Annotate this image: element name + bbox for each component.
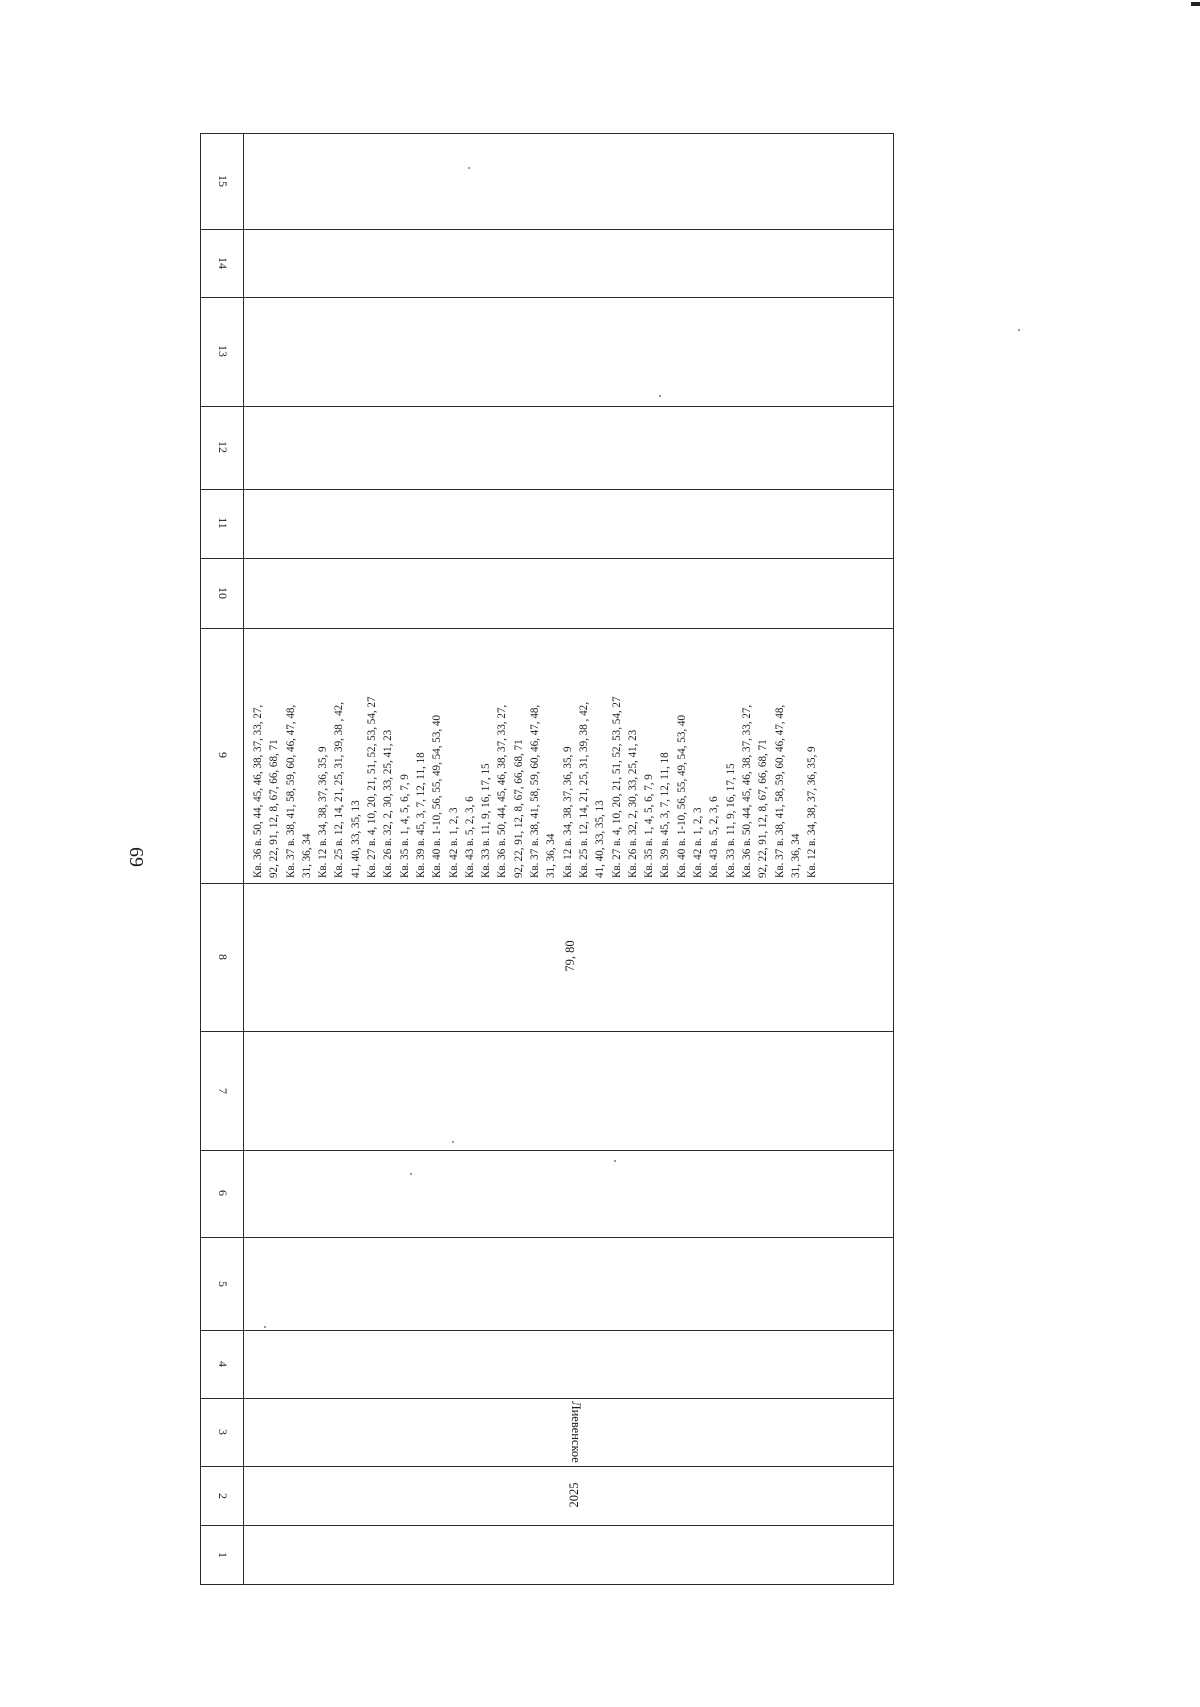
schedule-line: Кв. 12 в. 34, 38, 37, 36, 35, 9 xyxy=(806,746,819,878)
scan-speck xyxy=(1018,329,1020,331)
column-header-2: 2 xyxy=(216,1493,230,1499)
scan-speck xyxy=(410,1173,412,1175)
scan-speck xyxy=(659,395,661,397)
schedule-line: Кв. 27 в. 4, 10, 20, 21, 51, 52, 53, 54, 27 xyxy=(610,696,623,878)
schedule-line: Кв. 43 в. 5, 2, 3, 6 xyxy=(708,796,721,878)
schedule-line: Кв. 37 в. 38, 41, 58, 59, 60, 46, 47, 48, xyxy=(529,704,542,878)
col-sep-3-2 xyxy=(200,1466,894,1467)
schedule-line: Кв. 26 в. 32, 2, 30, 33, 25, 41, 23 xyxy=(626,729,639,878)
schedule-line: Кв. 33 в. 11, 9, 16, 17, 15 xyxy=(724,763,737,878)
schedule-line: Кв. 39 в. 45, 3, 7, 12, 11, 18 xyxy=(414,752,427,878)
scan-speck xyxy=(452,1141,454,1143)
schedule-line: Кв. 37 в. 38, 41, 58, 59, 60, 46, 47, 48, xyxy=(773,704,786,878)
schedule-line: Кв. 37 в. 38, 41, 58, 59, 60, 46, 47, 48, xyxy=(284,704,297,878)
scan-edge-mark xyxy=(1191,2,1200,6)
col-sep-2-1 xyxy=(200,1525,894,1526)
column-header-12: 12 xyxy=(216,441,230,453)
schedule-line: 31, 36, 34 xyxy=(300,833,313,878)
column-header-5: 5 xyxy=(216,1281,230,1287)
column-header-13: 13 xyxy=(216,345,230,357)
schedule-line: Кв. 43 в. 5, 2, 3, 6 xyxy=(463,796,476,878)
schedule-line: 92, 22, 91, 12, 8, 67, 66, 68, 71 xyxy=(512,739,525,878)
schedule-line: 41, 40, 33, 35, 13 xyxy=(594,800,607,878)
col-sep-13-12 xyxy=(200,406,894,407)
schedule-line: Кв. 26 в. 32, 2, 30, 33, 25, 41, 23 xyxy=(382,729,395,878)
schedule-line: Кв. 27 в. 4, 10, 20, 21, 51, 52, 53, 54, 27 xyxy=(366,696,379,878)
schedule-line: Кв. 35 в. 1, 4, 5, 6, 7, 9 xyxy=(643,774,656,878)
col-sep-11-10 xyxy=(200,558,894,559)
column-header-15: 15 xyxy=(216,175,230,187)
schedule-line: Кв. 42 в. 1, 2, 3 xyxy=(692,807,705,878)
schedule-line: Кв. 35 в. 1, 4, 5, 6, 7, 9 xyxy=(398,774,411,878)
col-sep-4-3 xyxy=(200,1398,894,1399)
cell-year: 2025 xyxy=(567,1482,581,1508)
cell-locality: Лиевенское xyxy=(569,1401,583,1463)
col-sep-14-13 xyxy=(200,297,894,298)
page-number: 69 xyxy=(125,847,147,867)
col-sep-9-8 xyxy=(200,883,894,884)
cell-route-numbers: 79, 80 xyxy=(563,940,577,972)
schedule-line: Кв. 12 в. 34, 38, 37, 36, 35, 9 xyxy=(561,746,574,878)
schedule-line: Кв. 33 в. 11, 9, 16, 17, 15 xyxy=(480,763,493,878)
column-header-1: 1 xyxy=(216,1552,230,1558)
scan-speck xyxy=(264,1326,266,1328)
schedule-line: Кв. 36 в. 50, 44, 45, 46, 38, 37, 33, 27, xyxy=(740,704,753,878)
column-header-10: 10 xyxy=(216,587,230,599)
column-header-9: 9 xyxy=(216,752,230,758)
schedule-line: 31, 36, 34 xyxy=(789,833,802,878)
column-header-8: 8 xyxy=(216,954,230,960)
schedule-line: Кв. 36 в. 50, 44, 45, 46, 38, 37, 33, 27, xyxy=(496,704,509,878)
cell-schedule xyxy=(249,628,894,883)
column-header-4: 4 xyxy=(216,1361,230,1367)
col-sep-12-11 xyxy=(200,489,894,490)
col-sep-7-6 xyxy=(200,1150,894,1151)
column-header-14: 14 xyxy=(216,257,230,269)
schedule-line: 92, 22, 91, 12, 8, 67, 66, 68, 71 xyxy=(268,739,281,878)
schedule-list xyxy=(249,628,894,883)
schedule-line: Кв. 25 в. 12, 14, 21, 25, 31, 39, 38 , 42, xyxy=(333,702,346,878)
col-sep-15-14 xyxy=(200,229,894,230)
column-header-7: 7 xyxy=(216,1088,230,1094)
scan-speck xyxy=(614,1160,616,1162)
schedule-line: Кв. 25 в. 12, 14, 21, 25, 31, 39, 38 , 42, xyxy=(577,702,590,878)
column-header-11: 11 xyxy=(216,517,230,529)
header-divider xyxy=(243,133,244,1585)
schedule-line: Кв. 40 в. 1-10, 56, 55, 49, 54, 53, 40 xyxy=(431,714,444,878)
schedule-line: 41, 40, 33, 35, 13 xyxy=(349,800,362,878)
col-sep-5-4 xyxy=(200,1330,894,1331)
schedule-line: 31, 36, 34 xyxy=(545,833,558,878)
schedule-line: 92, 22, 91, 12, 8, 67, 66, 68, 71 xyxy=(757,739,770,878)
schedule-line: Кв. 36 в. 50, 44, 45, 46, 38, 37, 33, 27, xyxy=(252,704,264,878)
column-header-3: 3 xyxy=(216,1429,230,1435)
column-header-6: 6 xyxy=(216,1190,230,1196)
schedule-line: Кв. 40 в. 1-10, 56, 55, 49, 54, 53, 40 xyxy=(675,714,688,878)
schedule-line: Кв. 39 в. 45, 3, 7, 12, 11, 18 xyxy=(659,752,672,878)
col-sep-8-7 xyxy=(200,1031,894,1032)
scan-speck xyxy=(468,167,470,169)
col-sep-6-5 xyxy=(200,1237,894,1238)
schedule-line: Кв. 12 в. 34, 38, 37, 36, 35, 9 xyxy=(317,746,330,878)
schedule-line: Кв. 42 в. 1, 2, 3 xyxy=(447,807,460,878)
